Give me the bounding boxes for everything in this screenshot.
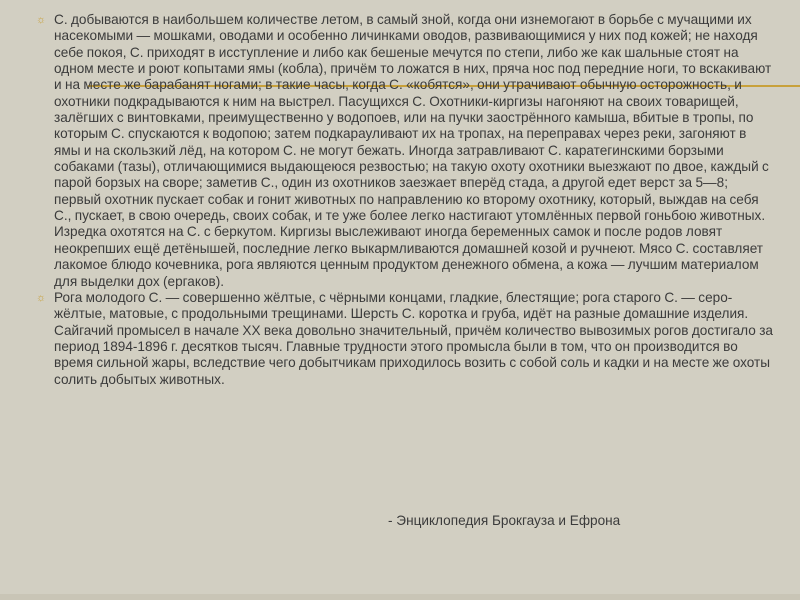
paragraph-hunting <box>36 12 776 290</box>
paragraph-horns-text: Рога молодого С. — совершенно жёлтые, с чёрными концами, гладкие, блестящие; рога старого С. — серо-жёлтые, матовые, с продольными трещинами. Шерсть С. коротка и груба, идёт на разные домашние изделия. Сайгачий промысел в начале XX века довольно значительный, причём количество вывозимых рогов достигало за период 1894-1896 г. десятков тысяч. Главные трудности этого промысла были в том, что он производится во время сильной жары, вследствие чего добытчикам приходилось возить с собой соль и кадки и на месте же охоты солить добытых животных. <box>54 289 773 387</box>
bottom-bar <box>0 594 800 600</box>
paragraph-hunting-text: С. добываются в наибольшем количестве летом, в самый зной, когда они изнемогают в борьбе с мучащими их насекомыми — мошками, оводами и особенно личинками оводов, развивающимися у них под кожей; не находя себе покоя, С. приходят в исступление и либо как бешеные мечутся по степи, либо же как шальные стоят на одном месте и роют копытами ямы (кобла), причём то ложатся в них, пряча нос под передние ноги, то вскакивают и на месте же барабанят ногами; в такие часы, когда С. «кобятся», они утрачивают обычную осторожность, и охотники подкрадываются к ним на выстрел. Пасущихся С. Охотники-киргизы нагоняют на своих товарищей, залёгших с винтовками, преимущественно у водопоев, или на пучки заострённого камыша, вбитые в тропы, по которым С. спускаются к водопою; затем подкарауливают их на тропах, на переправах через реки, загоняют в ямы и на скользкий лёд, на котором С. не могут бежать. Иногда затравливают С. каратегинскими борзыми собаками (тазы), отличающимися выдающеюся резвостью; на такую охоту охотники выезжают по двое, каждый с парой борзых на своре; заметив С., один из охотников заезжает вперёд стада, а другой едет верст за 5—8; первый охотник пускает собак и гонит животных по направлению ко второму охотнику, который, выждав на себя С., пускает, в свою очередь, своих собак, и те уже более легко настигают утомлённых первой гоньбою животных. Изредка охотятся на С. с беркутом. Киргизы выслеживают иногда беременных самок и после родов ловят неокрепших ещё детёнышей, последние легко выкармливаются домашней козой и ручнеют. Мясо С. составляет лакомое блюдо кочевника, рога являются ценным продуктом денежного обмена, а кожа — лучшим материалом для выделки дох (ергаков). <box>54 12 772 289</box>
sun-bullet-icon: ☼ <box>36 291 47 304</box>
source-attribution: - Энциклопедия Брокгауза и Ефрона <box>388 513 621 528</box>
paragraph-horns <box>36 290 776 388</box>
slide-content <box>36 12 776 388</box>
sun-bullet-icon: ☼ <box>36 14 47 26</box>
